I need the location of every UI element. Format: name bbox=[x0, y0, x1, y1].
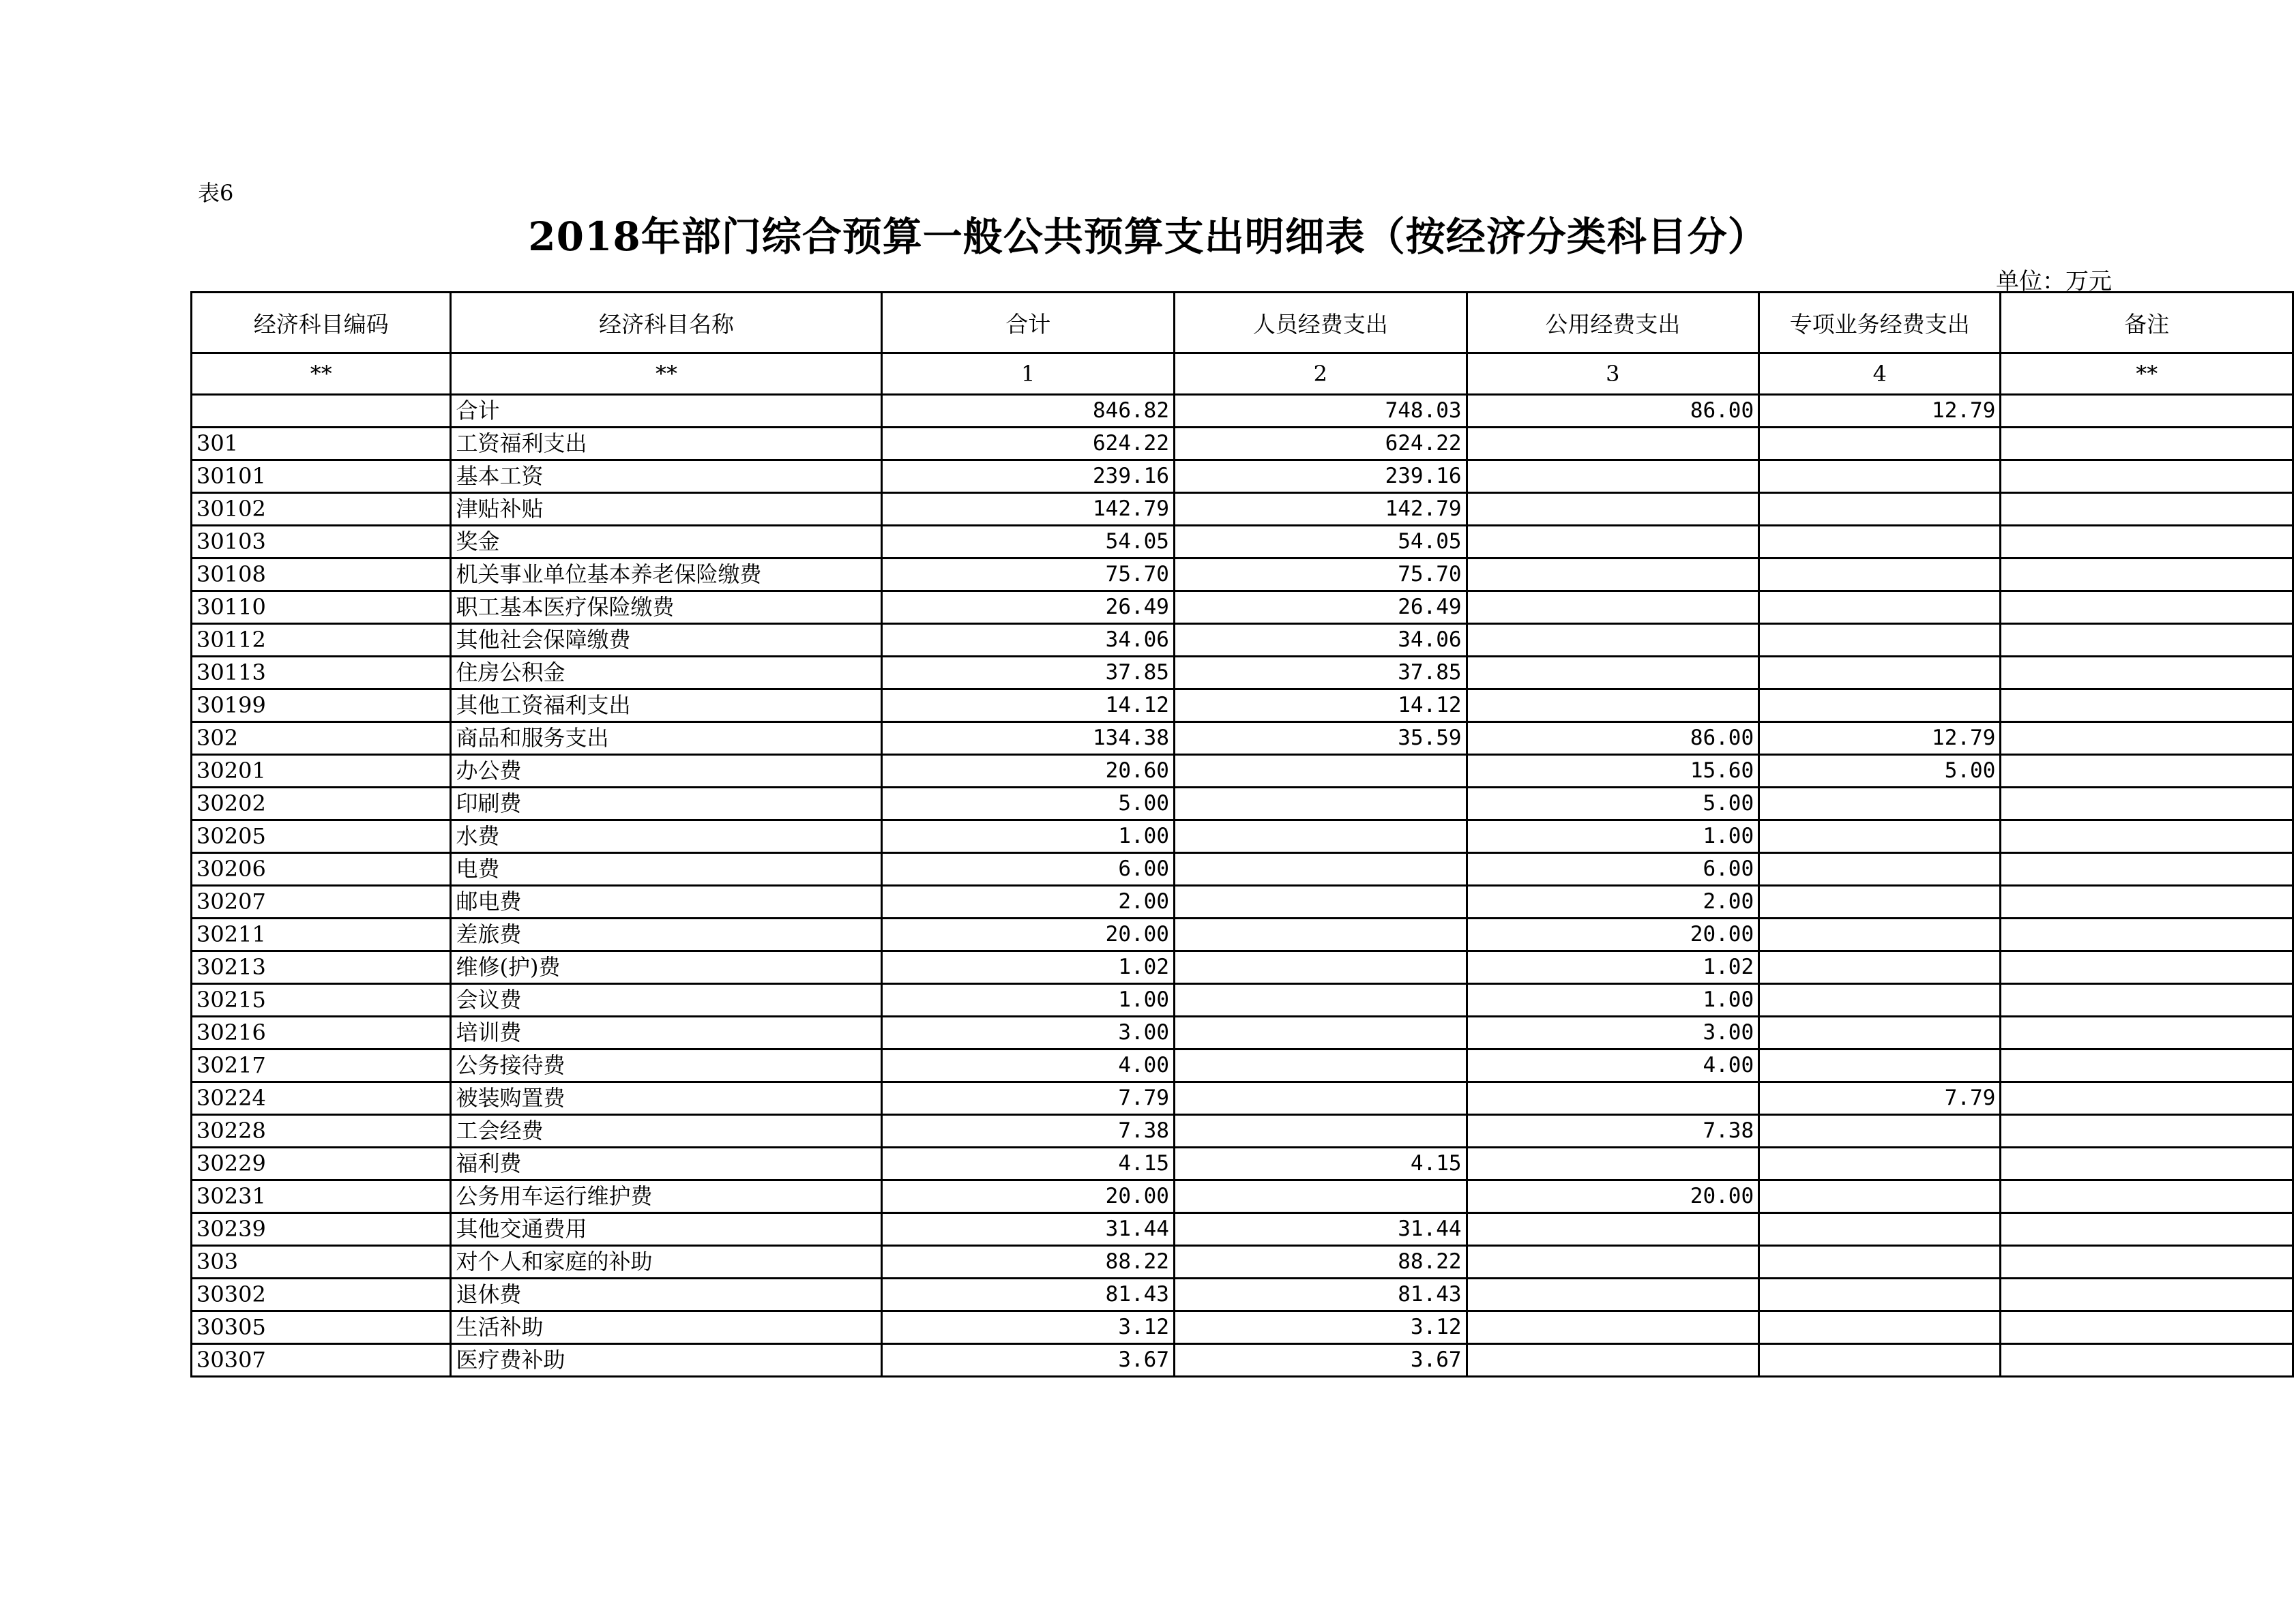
cell-special bbox=[1759, 951, 2001, 984]
cell-total: 26.49 bbox=[882, 591, 1175, 624]
cell-note bbox=[2001, 624, 2293, 657]
table-body bbox=[192, 395, 2293, 1377]
table-row bbox=[192, 919, 2293, 951]
cell-name: 工资福利支出 bbox=[451, 428, 882, 460]
cell-public: 2.00 bbox=[1467, 886, 1759, 919]
cell-note bbox=[2001, 526, 2293, 559]
cell-note bbox=[2001, 1082, 2293, 1115]
table-row bbox=[192, 1082, 2293, 1115]
cell-code: 301 bbox=[192, 428, 451, 460]
table-label: 表6 bbox=[198, 180, 234, 206]
cell-note bbox=[2001, 820, 2293, 853]
cell-name: 公务接待费 bbox=[451, 1049, 882, 1082]
cell-code: 30224 bbox=[192, 1082, 451, 1115]
column-index-public: 3 bbox=[1467, 353, 1759, 395]
cell-note bbox=[2001, 1049, 2293, 1082]
column-index-total: 1 bbox=[882, 353, 1175, 395]
cell-public bbox=[1467, 689, 1759, 722]
cell-personnel bbox=[1174, 853, 1467, 886]
cell-total: 3.00 bbox=[882, 1017, 1175, 1049]
cell-code: 30202 bbox=[192, 788, 451, 820]
cell-name: 被装购置费 bbox=[451, 1082, 882, 1115]
column-header-special: 专项业务经费支出 bbox=[1759, 293, 2001, 353]
column-header-row bbox=[192, 293, 2293, 353]
cell-code: 30112 bbox=[192, 624, 451, 657]
cell-personnel: 239.16 bbox=[1174, 460, 1467, 493]
table-row bbox=[192, 1049, 2293, 1082]
cell-name: 维修(护)费 bbox=[451, 951, 882, 984]
cell-special bbox=[1759, 591, 2001, 624]
cell-personnel: 81.43 bbox=[1174, 1279, 1467, 1311]
cell-name: 对个人和家庭的补助 bbox=[451, 1246, 882, 1279]
cell-public: 1.02 bbox=[1467, 951, 1759, 984]
cell-total: 31.44 bbox=[882, 1213, 1175, 1246]
cell-special: 5.00 bbox=[1759, 755, 2001, 788]
cell-name: 机关事业单位基本养老保险缴费 bbox=[451, 559, 882, 591]
cell-name: 福利费 bbox=[451, 1148, 882, 1180]
cell-name: 电费 bbox=[451, 853, 882, 886]
table-row bbox=[192, 559, 2293, 591]
cell-note bbox=[2001, 951, 2293, 984]
cell-name: 差旅费 bbox=[451, 919, 882, 951]
cell-name: 职工基本医疗保险缴费 bbox=[451, 591, 882, 624]
cell-code: 30215 bbox=[192, 984, 451, 1017]
column-header-name: 经济科目名称 bbox=[451, 293, 882, 353]
cell-public: 86.00 bbox=[1467, 395, 1759, 428]
cell-code: 30199 bbox=[192, 689, 451, 722]
cell-note bbox=[2001, 1246, 2293, 1279]
cell-name: 其他交通费用 bbox=[451, 1213, 882, 1246]
cell-note bbox=[2001, 1279, 2293, 1311]
table-row bbox=[192, 1180, 2293, 1213]
cell-personnel bbox=[1174, 1115, 1467, 1148]
cell-code: 30103 bbox=[192, 526, 451, 559]
column-index-row bbox=[192, 353, 2293, 395]
cell-note bbox=[2001, 1115, 2293, 1148]
table-row bbox=[192, 428, 2293, 460]
cell-special bbox=[1759, 886, 2001, 919]
cell-note bbox=[2001, 493, 2293, 526]
cell-special bbox=[1759, 1213, 2001, 1246]
cell-public bbox=[1467, 1082, 1759, 1115]
cell-personnel: 35.59 bbox=[1174, 722, 1467, 755]
table-row bbox=[192, 1213, 2293, 1246]
cell-special bbox=[1759, 1246, 2001, 1279]
cell-special bbox=[1759, 1049, 2001, 1082]
cell-public: 6.00 bbox=[1467, 853, 1759, 886]
cell-name: 邮电费 bbox=[451, 886, 882, 919]
cell-code: 30205 bbox=[192, 820, 451, 853]
cell-code: 30211 bbox=[192, 919, 451, 951]
cell-public: 3.00 bbox=[1467, 1017, 1759, 1049]
cell-note bbox=[2001, 460, 2293, 493]
cell-name: 津贴补贴 bbox=[451, 493, 882, 526]
cell-special bbox=[1759, 853, 2001, 886]
cell-note bbox=[2001, 591, 2293, 624]
cell-special bbox=[1759, 1180, 2001, 1213]
cell-special bbox=[1759, 788, 2001, 820]
cell-note bbox=[2001, 788, 2293, 820]
cell-code: 30231 bbox=[192, 1180, 451, 1213]
cell-code: 30216 bbox=[192, 1017, 451, 1049]
cell-personnel bbox=[1174, 1049, 1467, 1082]
cell-total: 6.00 bbox=[882, 853, 1175, 886]
cell-note bbox=[2001, 886, 2293, 919]
cell-code: 30239 bbox=[192, 1213, 451, 1246]
cell-code: 30101 bbox=[192, 460, 451, 493]
cell-note bbox=[2001, 1311, 2293, 1344]
page-title: 2018年部门综合预算一般公共预算支出明细表（按经济分类科目分） bbox=[528, 213, 1768, 260]
cell-code: 30302 bbox=[192, 1279, 451, 1311]
cell-public bbox=[1467, 591, 1759, 624]
cell-total: 7.79 bbox=[882, 1082, 1175, 1115]
cell-total: 5.00 bbox=[882, 788, 1175, 820]
cell-personnel bbox=[1174, 1082, 1467, 1115]
cell-code: 30207 bbox=[192, 886, 451, 919]
cell-code: 30217 bbox=[192, 1049, 451, 1082]
cell-personnel: 624.22 bbox=[1174, 428, 1467, 460]
cell-special bbox=[1759, 1017, 2001, 1049]
table-row bbox=[192, 1115, 2293, 1148]
cell-note bbox=[2001, 853, 2293, 886]
cell-personnel: 748.03 bbox=[1174, 395, 1467, 428]
cell-total: 3.12 bbox=[882, 1311, 1175, 1344]
cell-personnel: 3.12 bbox=[1174, 1311, 1467, 1344]
cell-total: 20.00 bbox=[882, 1180, 1175, 1213]
cell-code: 302 bbox=[192, 722, 451, 755]
cell-code: 30201 bbox=[192, 755, 451, 788]
cell-total: 1.00 bbox=[882, 984, 1175, 1017]
table-row bbox=[192, 526, 2293, 559]
cell-name: 奖金 bbox=[451, 526, 882, 559]
table-row bbox=[192, 755, 2293, 788]
cell-code: 30110 bbox=[192, 591, 451, 624]
cell-total: 142.79 bbox=[882, 493, 1175, 526]
cell-name: 医疗费补助 bbox=[451, 1344, 882, 1377]
cell-public: 4.00 bbox=[1467, 1049, 1759, 1082]
column-index-name: ** bbox=[451, 353, 882, 395]
cell-public bbox=[1467, 624, 1759, 657]
column-header-total: 合计 bbox=[882, 293, 1175, 353]
table-row bbox=[192, 886, 2293, 919]
cell-public: 15.60 bbox=[1467, 755, 1759, 788]
table-row bbox=[192, 788, 2293, 820]
cell-total: 81.43 bbox=[882, 1279, 1175, 1311]
cell-note bbox=[2001, 559, 2293, 591]
cell-public bbox=[1467, 428, 1759, 460]
table-row bbox=[192, 1017, 2293, 1049]
cell-total: 14.12 bbox=[882, 689, 1175, 722]
cell-personnel: 26.49 bbox=[1174, 591, 1467, 624]
column-index-code: ** bbox=[192, 353, 451, 395]
cell-special bbox=[1759, 1311, 2001, 1344]
cell-total: 4.15 bbox=[882, 1148, 1175, 1180]
cell-code: 30206 bbox=[192, 853, 451, 886]
table-row bbox=[192, 689, 2293, 722]
column-header-personnel: 人员经费支出 bbox=[1174, 293, 1467, 353]
table-row bbox=[192, 1344, 2293, 1377]
cell-code: 30229 bbox=[192, 1148, 451, 1180]
cell-public bbox=[1467, 657, 1759, 689]
cell-public: 5.00 bbox=[1467, 788, 1759, 820]
cell-name: 水费 bbox=[451, 820, 882, 853]
table-row bbox=[192, 493, 2293, 526]
cell-code: 303 bbox=[192, 1246, 451, 1279]
cell-total: 846.82 bbox=[882, 395, 1175, 428]
cell-special bbox=[1759, 1279, 2001, 1311]
budget-table bbox=[190, 291, 2294, 1378]
cell-total: 3.67 bbox=[882, 1344, 1175, 1377]
cell-special bbox=[1759, 984, 2001, 1017]
cell-total: 2.00 bbox=[882, 886, 1175, 919]
cell-name: 其他社会保障缴费 bbox=[451, 624, 882, 657]
cell-total: 34.06 bbox=[882, 624, 1175, 657]
cell-code: 30108 bbox=[192, 559, 451, 591]
cell-special bbox=[1759, 820, 2001, 853]
cell-special bbox=[1759, 919, 2001, 951]
cell-total: 75.70 bbox=[882, 559, 1175, 591]
cell-note bbox=[2001, 428, 2293, 460]
cell-special: 12.79 bbox=[1759, 722, 2001, 755]
column-index-special: 4 bbox=[1759, 353, 2001, 395]
cell-personnel: 75.70 bbox=[1174, 559, 1467, 591]
column-header-note: 备注 bbox=[2001, 293, 2293, 353]
cell-note bbox=[2001, 1180, 2293, 1213]
table-row bbox=[192, 657, 2293, 689]
cell-name: 商品和服务支出 bbox=[451, 722, 882, 755]
cell-total: 7.38 bbox=[882, 1115, 1175, 1148]
cell-code: 30102 bbox=[192, 493, 451, 526]
table-row bbox=[192, 591, 2293, 624]
cell-public bbox=[1467, 1311, 1759, 1344]
table-row bbox=[192, 722, 2293, 755]
cell-special bbox=[1759, 657, 2001, 689]
cell-code: 30213 bbox=[192, 951, 451, 984]
cell-personnel bbox=[1174, 984, 1467, 1017]
cell-code bbox=[192, 395, 451, 428]
cell-special bbox=[1759, 1344, 2001, 1377]
table-row bbox=[192, 624, 2293, 657]
cell-public bbox=[1467, 559, 1759, 591]
cell-personnel: 142.79 bbox=[1174, 493, 1467, 526]
cell-personnel: 31.44 bbox=[1174, 1213, 1467, 1246]
cell-special bbox=[1759, 460, 2001, 493]
cell-total: 88.22 bbox=[882, 1246, 1175, 1279]
cell-public: 20.00 bbox=[1467, 1180, 1759, 1213]
cell-public bbox=[1467, 1279, 1759, 1311]
cell-personnel bbox=[1174, 755, 1467, 788]
cell-note bbox=[2001, 1017, 2293, 1049]
cell-personnel bbox=[1174, 820, 1467, 853]
cell-special bbox=[1759, 559, 2001, 591]
cell-public: 86.00 bbox=[1467, 722, 1759, 755]
table-row bbox=[192, 1279, 2293, 1311]
cell-special bbox=[1759, 689, 2001, 722]
cell-note bbox=[2001, 689, 2293, 722]
cell-public bbox=[1467, 1213, 1759, 1246]
cell-special: 12.79 bbox=[1759, 395, 2001, 428]
table-row bbox=[192, 1148, 2293, 1180]
cell-name: 基本工资 bbox=[451, 460, 882, 493]
cell-personnel bbox=[1174, 1180, 1467, 1213]
cell-personnel: 37.85 bbox=[1174, 657, 1467, 689]
cell-special bbox=[1759, 493, 2001, 526]
column-index-note: ** bbox=[2001, 353, 2293, 395]
cell-total: 134.38 bbox=[882, 722, 1175, 755]
table-row bbox=[192, 1311, 2293, 1344]
cell-name: 其他工资福利支出 bbox=[451, 689, 882, 722]
table-row bbox=[192, 853, 2293, 886]
cell-note bbox=[2001, 395, 2293, 428]
cell-personnel: 34.06 bbox=[1174, 624, 1467, 657]
table-row bbox=[192, 984, 2293, 1017]
cell-special bbox=[1759, 428, 2001, 460]
table-row bbox=[192, 460, 2293, 493]
cell-personnel bbox=[1174, 951, 1467, 984]
cell-name: 住房公积金 bbox=[451, 657, 882, 689]
cell-special bbox=[1759, 1115, 2001, 1148]
cell-name: 印刷费 bbox=[451, 788, 882, 820]
cell-note bbox=[2001, 1213, 2293, 1246]
cell-public bbox=[1467, 526, 1759, 559]
cell-personnel: 3.67 bbox=[1174, 1344, 1467, 1377]
cell-name: 合计 bbox=[451, 395, 882, 428]
cell-total: 1.02 bbox=[882, 951, 1175, 984]
table-row bbox=[192, 951, 2293, 984]
table-row bbox=[192, 820, 2293, 853]
cell-personnel bbox=[1174, 919, 1467, 951]
cell-public: 20.00 bbox=[1467, 919, 1759, 951]
cell-personnel bbox=[1174, 1017, 1467, 1049]
cell-name: 公务用车运行维护费 bbox=[451, 1180, 882, 1213]
cell-note bbox=[2001, 657, 2293, 689]
cell-note bbox=[2001, 1148, 2293, 1180]
cell-total: 20.60 bbox=[882, 755, 1175, 788]
cell-note bbox=[2001, 984, 2293, 1017]
cell-total: 239.16 bbox=[882, 460, 1175, 493]
column-header-code: 经济科目编码 bbox=[192, 293, 451, 353]
cell-personnel: 4.15 bbox=[1174, 1148, 1467, 1180]
cell-name: 退休费 bbox=[451, 1279, 882, 1311]
cell-name: 生活补助 bbox=[451, 1311, 882, 1344]
cell-name: 培训费 bbox=[451, 1017, 882, 1049]
cell-public bbox=[1467, 1246, 1759, 1279]
cell-personnel: 88.22 bbox=[1174, 1246, 1467, 1279]
cell-personnel: 14.12 bbox=[1174, 689, 1467, 722]
cell-note bbox=[2001, 1344, 2293, 1377]
cell-special: 7.79 bbox=[1759, 1082, 2001, 1115]
table-row bbox=[192, 1246, 2293, 1279]
cell-special bbox=[1759, 526, 2001, 559]
unit-label: 单位：万元 bbox=[1996, 268, 2112, 295]
cell-special bbox=[1759, 624, 2001, 657]
cell-name: 办公费 bbox=[451, 755, 882, 788]
cell-personnel: 54.05 bbox=[1174, 526, 1467, 559]
cell-total: 37.85 bbox=[882, 657, 1175, 689]
cell-public bbox=[1467, 493, 1759, 526]
table-row bbox=[192, 395, 2293, 428]
cell-total: 54.05 bbox=[882, 526, 1175, 559]
cell-public: 7.38 bbox=[1467, 1115, 1759, 1148]
cell-public bbox=[1467, 1148, 1759, 1180]
cell-total: 1.00 bbox=[882, 820, 1175, 853]
cell-total: 20.00 bbox=[882, 919, 1175, 951]
cell-note bbox=[2001, 755, 2293, 788]
cell-code: 30305 bbox=[192, 1311, 451, 1344]
cell-code: 30307 bbox=[192, 1344, 451, 1377]
cell-note bbox=[2001, 919, 2293, 951]
cell-public: 1.00 bbox=[1467, 984, 1759, 1017]
cell-name: 会议费 bbox=[451, 984, 882, 1017]
cell-name: 工会经费 bbox=[451, 1115, 882, 1148]
cell-personnel bbox=[1174, 886, 1467, 919]
column-index-personnel: 2 bbox=[1174, 353, 1467, 395]
column-header-public: 公用经费支出 bbox=[1467, 293, 1759, 353]
cell-total: 624.22 bbox=[882, 428, 1175, 460]
cell-total: 4.00 bbox=[882, 1049, 1175, 1082]
cell-code: 30113 bbox=[192, 657, 451, 689]
cell-special bbox=[1759, 1148, 2001, 1180]
cell-code: 30228 bbox=[192, 1115, 451, 1148]
cell-note bbox=[2001, 722, 2293, 755]
cell-public bbox=[1467, 460, 1759, 493]
cell-personnel bbox=[1174, 788, 1467, 820]
cell-public bbox=[1467, 1344, 1759, 1377]
cell-public: 1.00 bbox=[1467, 820, 1759, 853]
